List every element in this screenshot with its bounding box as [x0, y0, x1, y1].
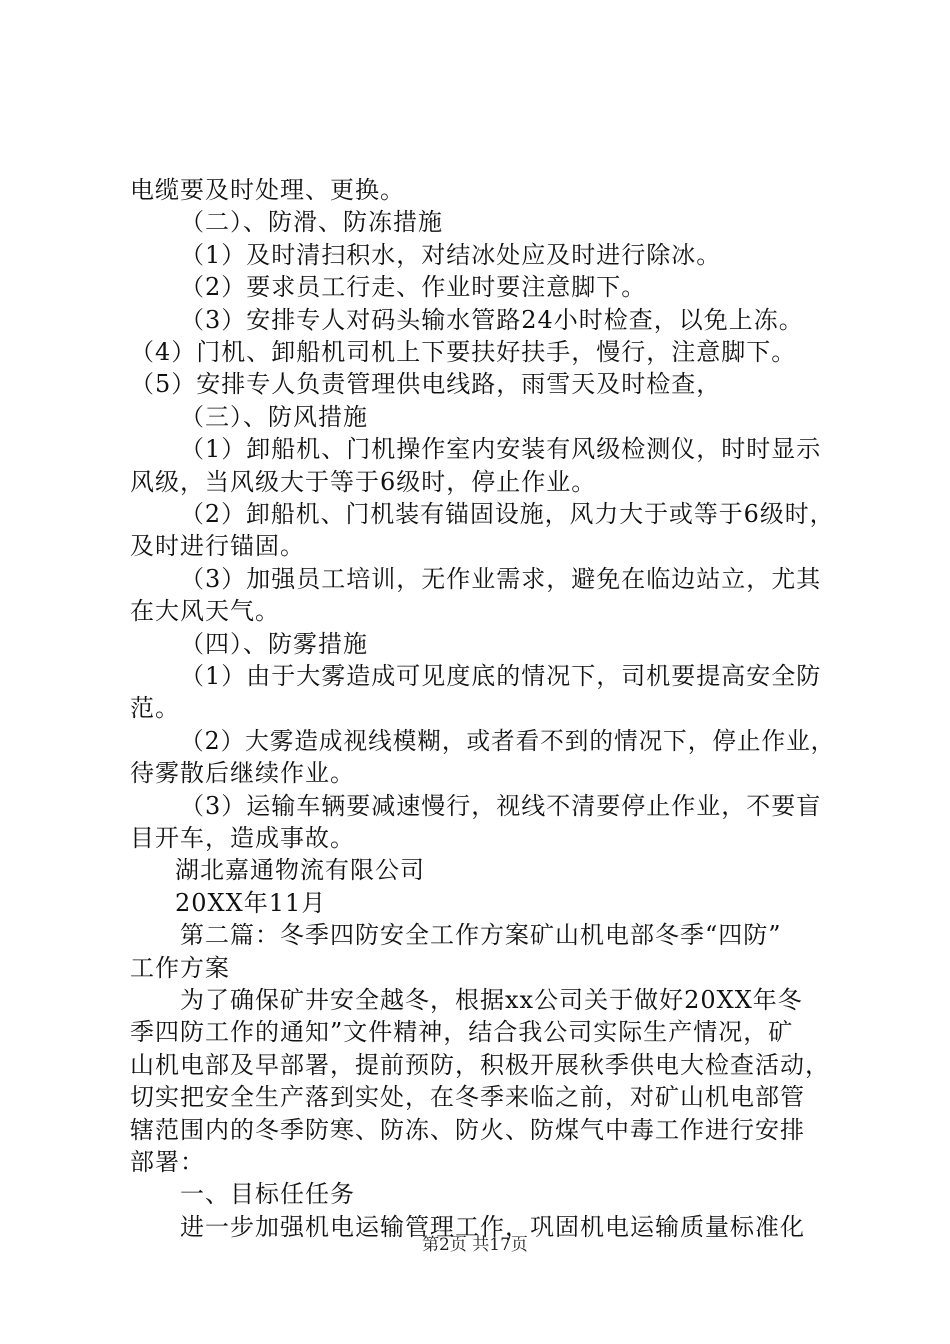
text-line: （2）要求员工行走、作业时要注意脚下。 — [180, 273, 647, 302]
text-line: 为了确保矿井安全越冬，根据xx公司关于做好20XX年冬 — [180, 986, 803, 1014]
text-line: 部署： — [130, 1148, 205, 1176]
text-line: （4）门机、卸船机司机上下要扶好扶手，慢行，注意脚下。 — [130, 338, 797, 366]
text-line: 在大风天气。 — [130, 597, 280, 626]
company-name: 湖北嘉通物流有限公司 — [175, 856, 425, 885]
text-line: （3）加强员工培训，无作业需求，避免在临边站立，尤其 — [180, 564, 822, 593]
text-line: 风级，当风级大于等于6级时，停止作业。 — [130, 467, 597, 496]
text-line: （1）由于大雾造成可见度底的情况下，司机要提高安全防 — [180, 662, 822, 690]
section-heading: （三）、防风措施 — [180, 402, 368, 431]
text-line: 季四防工作的通知”文件精神，结合我公司实际生产情况，矿 — [130, 1018, 794, 1047]
section-heading: 一、目标任任务 — [180, 1180, 355, 1209]
text-line: 范。 — [130, 694, 180, 723]
section-heading: （四）、防雾措施 — [180, 629, 368, 658]
text-line: 目开车，造成事故。 — [130, 824, 355, 852]
document-date: 20XX年11月 — [175, 888, 327, 917]
text-line: （3）安排专人对码头输水管路24小时检查，以免上冻。 — [180, 305, 804, 334]
text-line: （1）卸船机、门机操作室内安装有风级检测仪，时时显示 — [180, 435, 822, 464]
text-line: 辖范围内的冬季防寒、防冻、防火、防煤气中毒工作进行安排 — [130, 1115, 805, 1144]
text-line: （2）卸船机、门机装有锚固设施，风力大于或等于6级时， — [180, 500, 835, 528]
text-line: 及时进行锚固。 — [130, 532, 305, 561]
text-line: （1）及时清扫积水，对结冰处应及时进行除冰。 — [180, 240, 722, 269]
chapter-title-continued: 工作方案 — [130, 953, 230, 982]
text-line: （2）大雾造成视线模糊，或者看不到的情况下，停止作业， — [180, 726, 836, 755]
text-line: 电缆要及时处理、更换。 — [130, 176, 405, 204]
text-line: （5）安排专人负责管理供电线路，雨雪天及时检查， — [130, 370, 722, 399]
chapter-title: 第二篇：冬季四防安全工作方案矿山机电部冬季“四防” — [180, 921, 782, 950]
text-line: 进一步加强机电运输管理工作，巩固机电运输质量标准化 — [180, 1212, 805, 1241]
text-line: 山机电部及早部署，提前预防，积极开展秋季供电大检查活动， — [130, 1050, 830, 1079]
text-line: 待雾散后继续作业。 — [130, 759, 355, 788]
page-footer: 第2页 共17页 — [422, 1235, 528, 1255]
text-line: 切实把安全生产落到实处，在冬季来临之前，对矿山机电部管 — [130, 1083, 805, 1112]
section-heading: （二）、防滑、防冻措施 — [180, 208, 443, 237]
text-line: （3）运输车辆要减速慢行，视线不清要停止作业，不要盲 — [180, 791, 822, 820]
